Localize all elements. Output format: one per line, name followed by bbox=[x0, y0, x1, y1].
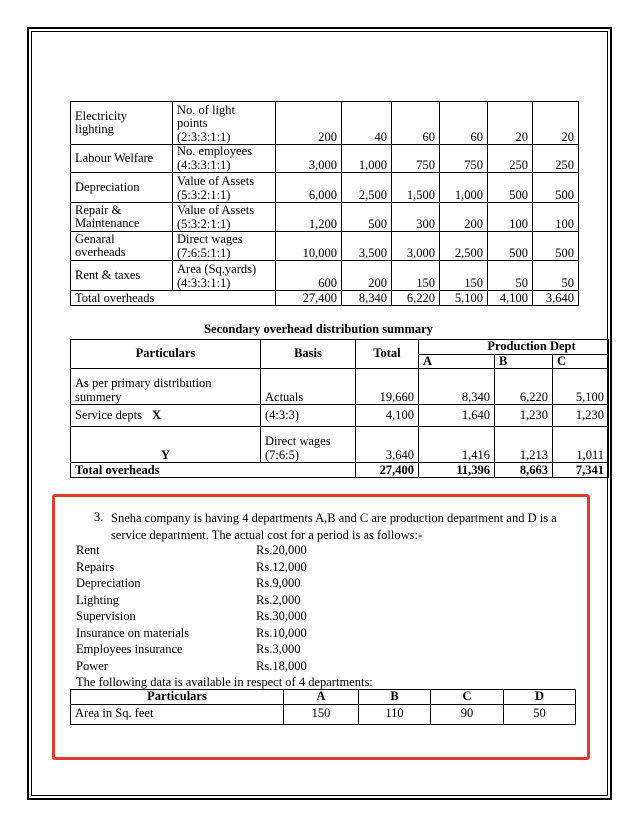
value-cell: 1,230 bbox=[495, 405, 553, 427]
cost-value: Rs.3,000 bbox=[256, 642, 301, 656]
value-cell: 60 bbox=[392, 102, 440, 145]
total-value: 11,396 bbox=[419, 463, 495, 478]
cost-row bbox=[76, 575, 376, 592]
cost-row bbox=[76, 625, 376, 642]
value-cell: 19,660 bbox=[356, 369, 419, 405]
value-cell: 50 bbox=[533, 261, 579, 291]
area-value: 150 bbox=[284, 704, 359, 724]
value-cell: 100 bbox=[488, 203, 533, 232]
value-cell: 4,100 bbox=[356, 405, 419, 427]
basis-cell bbox=[261, 405, 356, 427]
apportion-basis bbox=[173, 102, 276, 145]
table-row bbox=[71, 173, 579, 203]
value-cell: 500 bbox=[488, 173, 533, 203]
table-row bbox=[71, 405, 609, 427]
basis-line: Area (Sq.yards) bbox=[177, 262, 257, 276]
basis-line: Actuals bbox=[265, 389, 304, 404]
basis-line: (5:3:2:1:1) bbox=[177, 216, 231, 231]
header-dept-b: B bbox=[495, 354, 553, 369]
total-value: 27,400 bbox=[356, 463, 419, 478]
value-cell: 500 bbox=[533, 173, 579, 203]
total-label: Total overheads bbox=[71, 463, 356, 478]
table-row bbox=[71, 102, 579, 145]
basis-line: (5:3:2:1:1) bbox=[177, 187, 231, 202]
cost-value: Rs.9,000 bbox=[256, 576, 301, 590]
value-cell: 6,220 bbox=[495, 369, 553, 405]
value-cell: 2,500 bbox=[342, 173, 392, 203]
total-value: 3,640 bbox=[533, 291, 579, 306]
cost-label: Depreciation bbox=[76, 576, 141, 590]
following-data-text: The following data is available in respect of 4 departments: bbox=[76, 675, 373, 689]
overhead-item: Repair & Maintenance bbox=[71, 203, 173, 232]
apportion-basis bbox=[173, 145, 276, 173]
cost-value: Rs.10,000 bbox=[256, 625, 307, 640]
basis-line: (4:3:3) bbox=[265, 407, 300, 422]
value-cell: 200 bbox=[342, 261, 392, 291]
total-value: 8,663 bbox=[495, 463, 553, 478]
particulars-line: Service depts bbox=[75, 407, 142, 422]
value-cell: 2,500 bbox=[440, 232, 488, 261]
value-cell: 750 bbox=[392, 145, 440, 173]
particulars-cell bbox=[71, 427, 261, 463]
table-row bbox=[71, 232, 579, 261]
header-particulars: Particulars bbox=[71, 690, 284, 705]
value-cell: 1,230 bbox=[553, 405, 609, 427]
department-area-table bbox=[70, 689, 576, 725]
header-dept-a: A bbox=[419, 354, 495, 369]
secondary-summary-title: Secondary overhead distribution summary bbox=[204, 322, 433, 336]
basis-line: No. employees bbox=[177, 144, 252, 158]
total-row bbox=[71, 291, 579, 306]
cost-value: Rs.2,000 bbox=[256, 592, 301, 607]
value-cell: 3,000 bbox=[276, 145, 342, 173]
value-cell: 200 bbox=[440, 203, 488, 232]
basis-line: (7:6:5:1:1) bbox=[177, 245, 231, 260]
header-dept: D bbox=[504, 690, 576, 705]
basis-line: points bbox=[177, 116, 208, 130]
apportion-basis bbox=[173, 203, 276, 232]
value-cell: 20 bbox=[488, 102, 533, 145]
overhead-item: Rent & taxes bbox=[71, 261, 173, 291]
cost-label: Lighting bbox=[76, 592, 120, 607]
value-cell: 1,416 bbox=[419, 427, 495, 463]
value-cell: 500 bbox=[342, 203, 392, 232]
overhead-item: Depreciation bbox=[71, 173, 173, 203]
value-cell: 500 bbox=[488, 232, 533, 261]
basis-line: (4:3:3:1:1) bbox=[177, 157, 231, 172]
value-cell: 60 bbox=[440, 102, 488, 145]
secondary-distribution-table bbox=[70, 339, 609, 478]
total-value: 8,340 bbox=[342, 291, 392, 306]
value-cell: 3,500 bbox=[342, 232, 392, 261]
basis-line: No. of light bbox=[177, 102, 235, 117]
area-label: Area in Sq. feet bbox=[71, 704, 284, 724]
basis-line: Direct wages bbox=[177, 232, 243, 246]
header-basis: Basis bbox=[261, 340, 356, 369]
cost-label: Repairs bbox=[76, 559, 115, 574]
total-value: 4,100 bbox=[488, 291, 533, 306]
value-cell: 250 bbox=[533, 145, 579, 173]
value-cell: 1,200 bbox=[276, 203, 342, 232]
cost-row bbox=[76, 542, 376, 559]
overhead-item: Electricity lighting bbox=[71, 102, 173, 145]
total-row bbox=[71, 463, 609, 478]
basis-cell bbox=[261, 369, 356, 405]
value-cell: 200 bbox=[276, 102, 342, 145]
total-value: 6,220 bbox=[392, 291, 440, 306]
value-cell: 8,340 bbox=[419, 369, 495, 405]
overhead-item: Genaral overheads bbox=[71, 232, 173, 261]
total-value: 7,341 bbox=[553, 463, 609, 478]
value-cell: 50 bbox=[488, 261, 533, 291]
header-dept: C bbox=[431, 690, 504, 705]
cost-row bbox=[76, 592, 376, 609]
basis-line: Direct wages bbox=[265, 434, 331, 448]
value-cell: 40 bbox=[342, 102, 392, 145]
particulars-line: summery bbox=[75, 389, 122, 404]
question-text: Sneha company is having 4 departments A,B and C are production department and D is a service department. The actual cost for a period is as follows:- bbox=[111, 511, 557, 542]
service-dept-label: Y bbox=[160, 447, 171, 462]
header-dept-c: C bbox=[553, 354, 609, 369]
table-row bbox=[71, 427, 609, 463]
table-row bbox=[71, 145, 579, 173]
value-cell: 150 bbox=[440, 261, 488, 291]
value-cell: 10,000 bbox=[276, 232, 342, 261]
cost-value: Rs.18,000 bbox=[256, 658, 307, 673]
value-cell: 3,000 bbox=[392, 232, 440, 261]
cost-value: Rs.20,000 bbox=[256, 543, 307, 557]
basis-line: (2:3:3:1:1) bbox=[177, 129, 231, 144]
basis-line: (7:6:5) bbox=[265, 447, 300, 462]
value-cell: 250 bbox=[488, 145, 533, 173]
cost-label: Insurance on materials bbox=[76, 625, 190, 640]
value-cell: 300 bbox=[392, 203, 440, 232]
header-production-dept: Production Dept bbox=[419, 340, 609, 355]
cost-row bbox=[76, 608, 376, 625]
area-value: 90 bbox=[431, 704, 504, 724]
area-value: 110 bbox=[359, 704, 431, 724]
value-cell: 1,640 bbox=[419, 405, 495, 427]
cost-row bbox=[76, 658, 376, 675]
cost-row bbox=[76, 559, 376, 576]
cost-label: Employees insurance bbox=[76, 642, 183, 656]
table-row bbox=[71, 261, 579, 291]
basis-line: Value of Assets bbox=[177, 203, 255, 217]
basis-line: Value of Assets bbox=[177, 174, 255, 188]
total-label: Total overheads bbox=[71, 291, 276, 306]
value-cell: 1,000 bbox=[342, 145, 392, 173]
total-value: 5,100 bbox=[440, 291, 488, 306]
apportion-basis bbox=[173, 232, 276, 261]
particulars-cell bbox=[71, 369, 261, 405]
value-cell: 5,100 bbox=[553, 369, 609, 405]
value-cell: 6,000 bbox=[276, 173, 342, 203]
cost-value: Rs.30,000 bbox=[256, 609, 307, 623]
service-dept-label: X bbox=[152, 407, 162, 422]
value-cell: 100 bbox=[533, 203, 579, 232]
header-dept: A bbox=[284, 690, 359, 705]
area-value: 50 bbox=[504, 704, 576, 724]
primary-distribution-table bbox=[70, 101, 579, 306]
apportion-basis bbox=[173, 173, 276, 203]
header-particulars: Particulars bbox=[71, 340, 261, 369]
value-cell: 1,500 bbox=[392, 173, 440, 203]
cost-label: Supervision bbox=[76, 609, 136, 623]
table-row bbox=[71, 369, 609, 405]
value-cell: 1,011 bbox=[553, 427, 609, 463]
basis-line: (4:3:3:1:1) bbox=[177, 275, 231, 290]
particulars-line: As per primary distribution bbox=[75, 376, 212, 390]
value-cell: 1,000 bbox=[440, 173, 488, 203]
value-cell: 3,640 bbox=[356, 427, 419, 463]
header-total: Total bbox=[356, 340, 419, 369]
apportion-basis bbox=[173, 261, 276, 291]
table-row bbox=[71, 203, 579, 232]
value-cell: 500 bbox=[533, 232, 579, 261]
cost-row bbox=[76, 641, 376, 658]
value-cell: 600 bbox=[276, 261, 342, 291]
overhead-item: Labour Welfare bbox=[71, 145, 173, 173]
cost-list bbox=[76, 542, 376, 674]
particulars-cell bbox=[71, 405, 261, 427]
value-cell: 150 bbox=[392, 261, 440, 291]
value-cell: 1,213 bbox=[495, 427, 553, 463]
header-dept: B bbox=[359, 690, 431, 705]
value-cell: 20 bbox=[533, 102, 579, 145]
basis-cell bbox=[261, 427, 356, 463]
total-value: 27,400 bbox=[276, 291, 342, 306]
cost-label: Power bbox=[76, 658, 108, 673]
value-cell: 750 bbox=[440, 145, 488, 173]
question-number: 3. bbox=[94, 510, 104, 524]
cost-label: Rent bbox=[76, 543, 100, 557]
cost-value: Rs.12,000 bbox=[256, 559, 307, 574]
